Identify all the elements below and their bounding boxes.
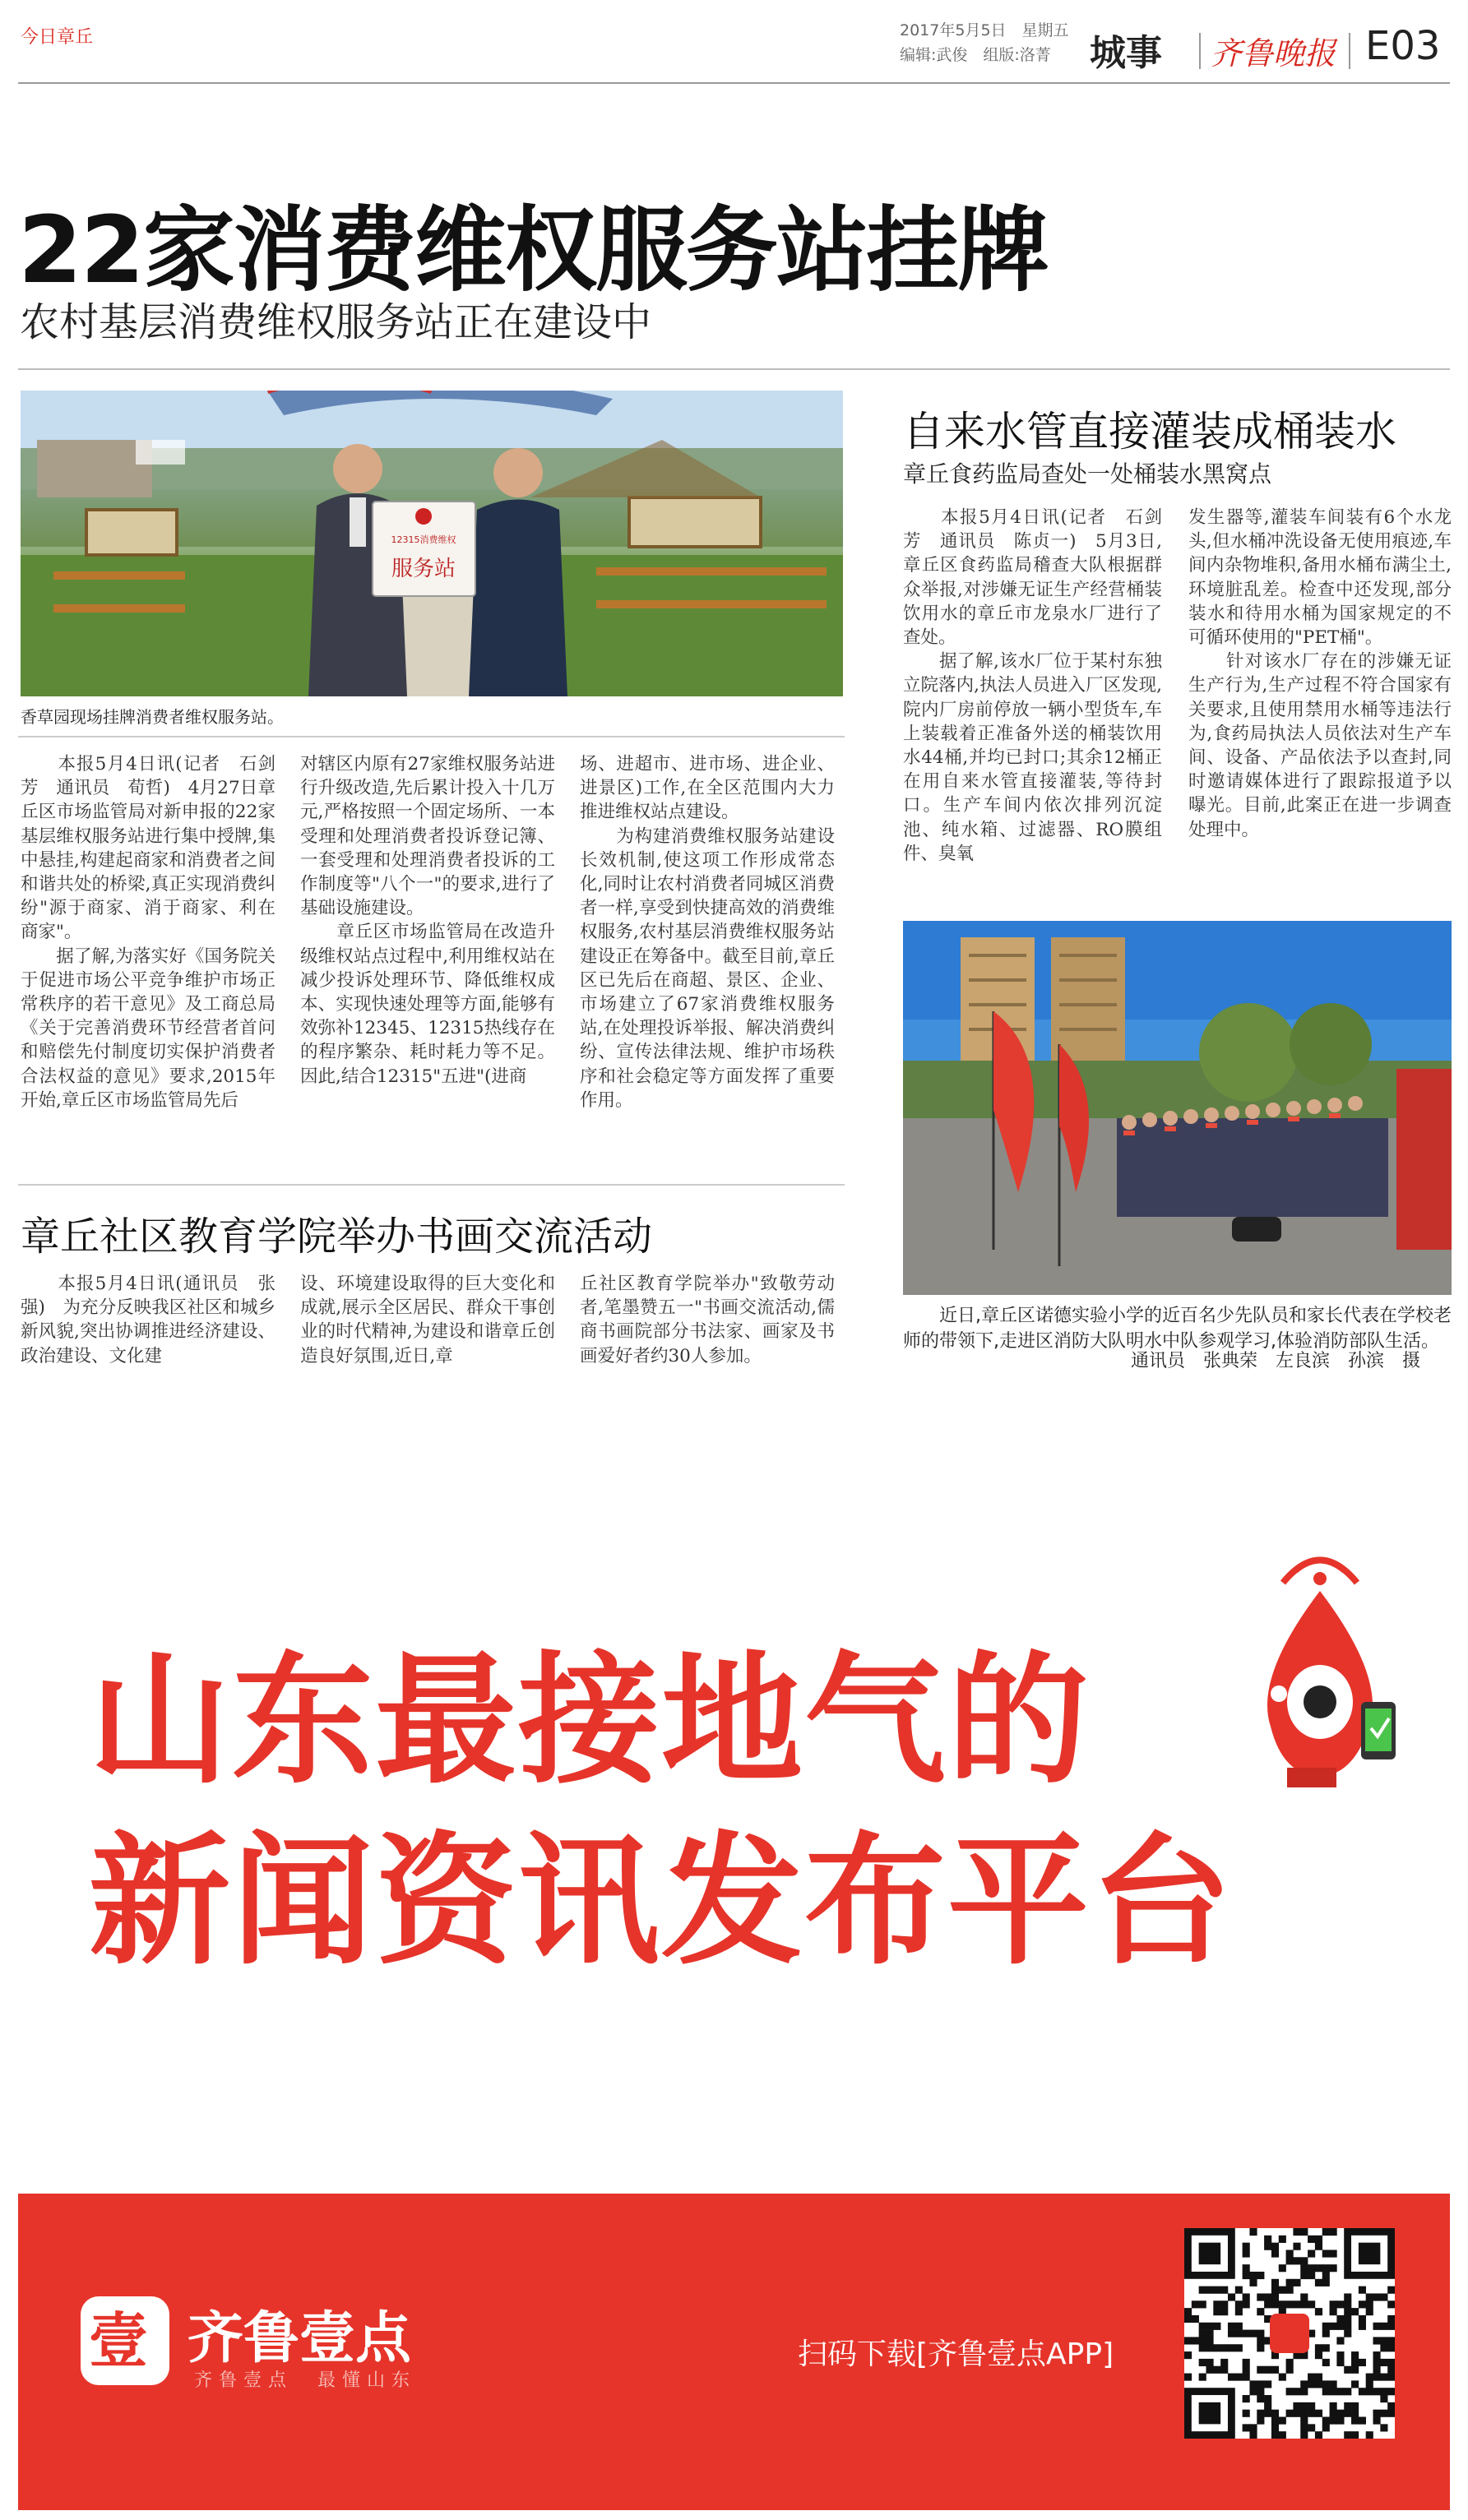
- app-logo-char: 壹: [89, 2306, 149, 2375]
- fire-photo-credit: 通讯员 张典荣 左良滨 孙滨 摄: [1131, 1351, 1421, 1371]
- fire-station-photo: [903, 921, 1452, 1295]
- mascot-illustration: [1238, 1546, 1406, 1792]
- calligraphy-body-col2: 设、环境建设取得的巨大变化和成就,展示全区居民、群众干事创业的时代精神,为建设和谐章丘创造良好氛围,近日,章: [300, 1274, 555, 1366]
- lead-photo: [21, 391, 843, 696]
- section-label: 今日章丘: [21, 27, 94, 48]
- editors: 编辑:武俊 组版:洛菁: [900, 46, 1051, 64]
- lead-photo-illustration: [21, 391, 843, 696]
- qr-code-icon: [1184, 2228, 1395, 2439]
- paper-logo: 齐鲁晚报: [1211, 35, 1336, 72]
- calligraphy-body-col1: 本报5月4日讯(通讯员 张强) 为充分反映我区社区和城乡新风貌,突出协调推进经济建设、政治建设、文化建: [21, 1274, 276, 1366]
- sign-text-1: 12315消费维权: [391, 534, 456, 545]
- header-divider-2: [1349, 33, 1350, 69]
- calligraphy-headline: 章丘社区教育学院举办书画交流活动: [21, 1214, 653, 1260]
- water-headline: 自来水管直接灌装成桶装水: [903, 408, 1396, 455]
- mascot-icon: [1238, 1546, 1406, 1792]
- water-subhead: 章丘食药监局查处一处桶装水黑窝点: [903, 460, 1272, 488]
- calligraphy-rule: [18, 1184, 845, 1186]
- app-slogan: 齐鲁壹点 最懂山东: [194, 2370, 417, 2391]
- calligraphy-body-col3: 丘社区教育学院举办"致敬劳动者,笔墨赞五一"书画交流活动,儒商书画院部分书法家、画家及书画爱好者约30人参加。: [580, 1274, 835, 1366]
- qr-code[interactable]: [1184, 2228, 1395, 2439]
- category-label: 城事: [1090, 32, 1162, 74]
- lead-body-col2: 对辖区内原有27家维权服务站进行升级改造,先后累计投入十几万元,严格按照一个固定场所、一本受理和处理消费者投诉登记簿、一套受理和处理消费者投诉的工作制度等"八个一"的要求,进行了基础设施建设。 章丘区市场监管局在改造升级维权站点过程中,利用维权站在减少投诉处理环节、降低维权成本、实现快速处理等方面,能够有效弥补12345、12315热线存在的程序繁杂、耗时耗力等不足。因此,结合12315"五进"(进商: [300, 754, 555, 1087]
- sign-text-2: 服务站: [391, 557, 456, 581]
- download-cta[interactable]: 扫码下载[齐鲁壹点APP]: [798, 2337, 1114, 2371]
- lead-subhead: 农村基层消费维权服务站正在建设中: [20, 299, 652, 345]
- issue-date: 2017年5月5日 星期五: [900, 21, 1069, 39]
- lead-photo-rule: [18, 736, 845, 738]
- lead-photo-caption: 香草园现场挂牌消费者维权服务站。: [21, 707, 284, 727]
- lead-body-col3: 场、进超市、进市场、进企业、进景区)工作,在全区范围内大力推进维权站点建设。 为构建消费维权服务站建设长效机制,使这项工作形成常态化,同时让农村消费者同城区消费者一样,享受到快捷高效的消费维权服务,农村基层消费维权服务站建设正在筹备中。截至目前,章丘区已先后在商超、景区、企业、市场建立了67家消费维权服务站,在处理投诉举报、解决消费纠纷、宣传法律法规、维护市场秩序和社会稳定等方面发挥了重要作用。: [580, 754, 835, 1111]
- water-body-col1: 本报5月4日讯(记者 石剑芳 通讯员 陈贞一) 5月3日,章丘区食药监局稽查大队根据群众举报,对涉嫌无证生产经营桶装饮用水的章丘市龙泉水厂进行了查处。 据了解,该水厂位于某村东独立院落内,执法人员进入厂区发现,院内厂房前停放一辆小型货车,车上装载着正准备外送的桶装饮用水44桶,并均已封口;其余12桶正在用自来水管直接灌装,等待封口。生产车间内依次排列沉淀池、纯水箱、过滤器、RO膜组件、臭氧: [903, 507, 1162, 864]
- page-number: E03: [1365, 23, 1441, 69]
- lead-rule: [18, 368, 1450, 370]
- header-divider: [1199, 33, 1201, 69]
- lead-headline: 22家消费维权服务站挂牌: [18, 197, 1048, 304]
- ad-headline-1: 山东最接地气的: [89, 1638, 1091, 1803]
- water-body-col2: 发生器等,灌装车间装有6个水龙头,但水桶冲洗设备无使用痕迹,车间内杂物堆积,备用水桶布满尘土,环境脏乱差。检查中还发现,部分装水和待用水桶为国家规定的不可循环使用的"PET桶"。 针对该水厂存在的涉嫌无证生产行为,生产过程不符合国家有关要求,且使用禁用水桶等违法行为,食药局执法人员依法对生产车间、设备、产品依法予以查封,同时邀请媒体进行了跟踪报道予以曝光。目前,此案正在进一步调查处理中。: [1188, 507, 1452, 840]
- header-rule: [18, 82, 1450, 84]
- fire-photo-illustration: [903, 921, 1452, 1295]
- app-logo-icon: [81, 2296, 169, 2385]
- fire-photo-caption: 近日,章丘区诺德实验小学的近百名少先队员和家长代表在学校老师的带领下,走进区消防大队明水中队参观学习,体验消防部队生活。: [903, 1306, 1452, 1352]
- app-brand-name: 齐鲁壹点: [188, 2306, 412, 2371]
- ad-headline-2: 新闻资讯发布平台: [89, 1819, 1234, 1984]
- lead-body-col1: 本报5月4日讯(记者 石剑芳 通讯员 荀哲) 4月27日章丘区市场监管局对新申报的22家基层维权服务站进行集中授牌,集中悬挂,构建起商家和消费者之间和谐共处的桥梁,真正实现消费纠纷"源于商家、消于商家、利在商家"。 据了解,为落实好《国务院关于促进市场公平竞争维护市场正常秩序的若干意见》及工商总局《关于完善消费环节经营者首问和赔偿先付制度切实保护消费者合法权益的意见》要求,2015年开始,章丘区市场监管局先后: [21, 754, 276, 1111]
